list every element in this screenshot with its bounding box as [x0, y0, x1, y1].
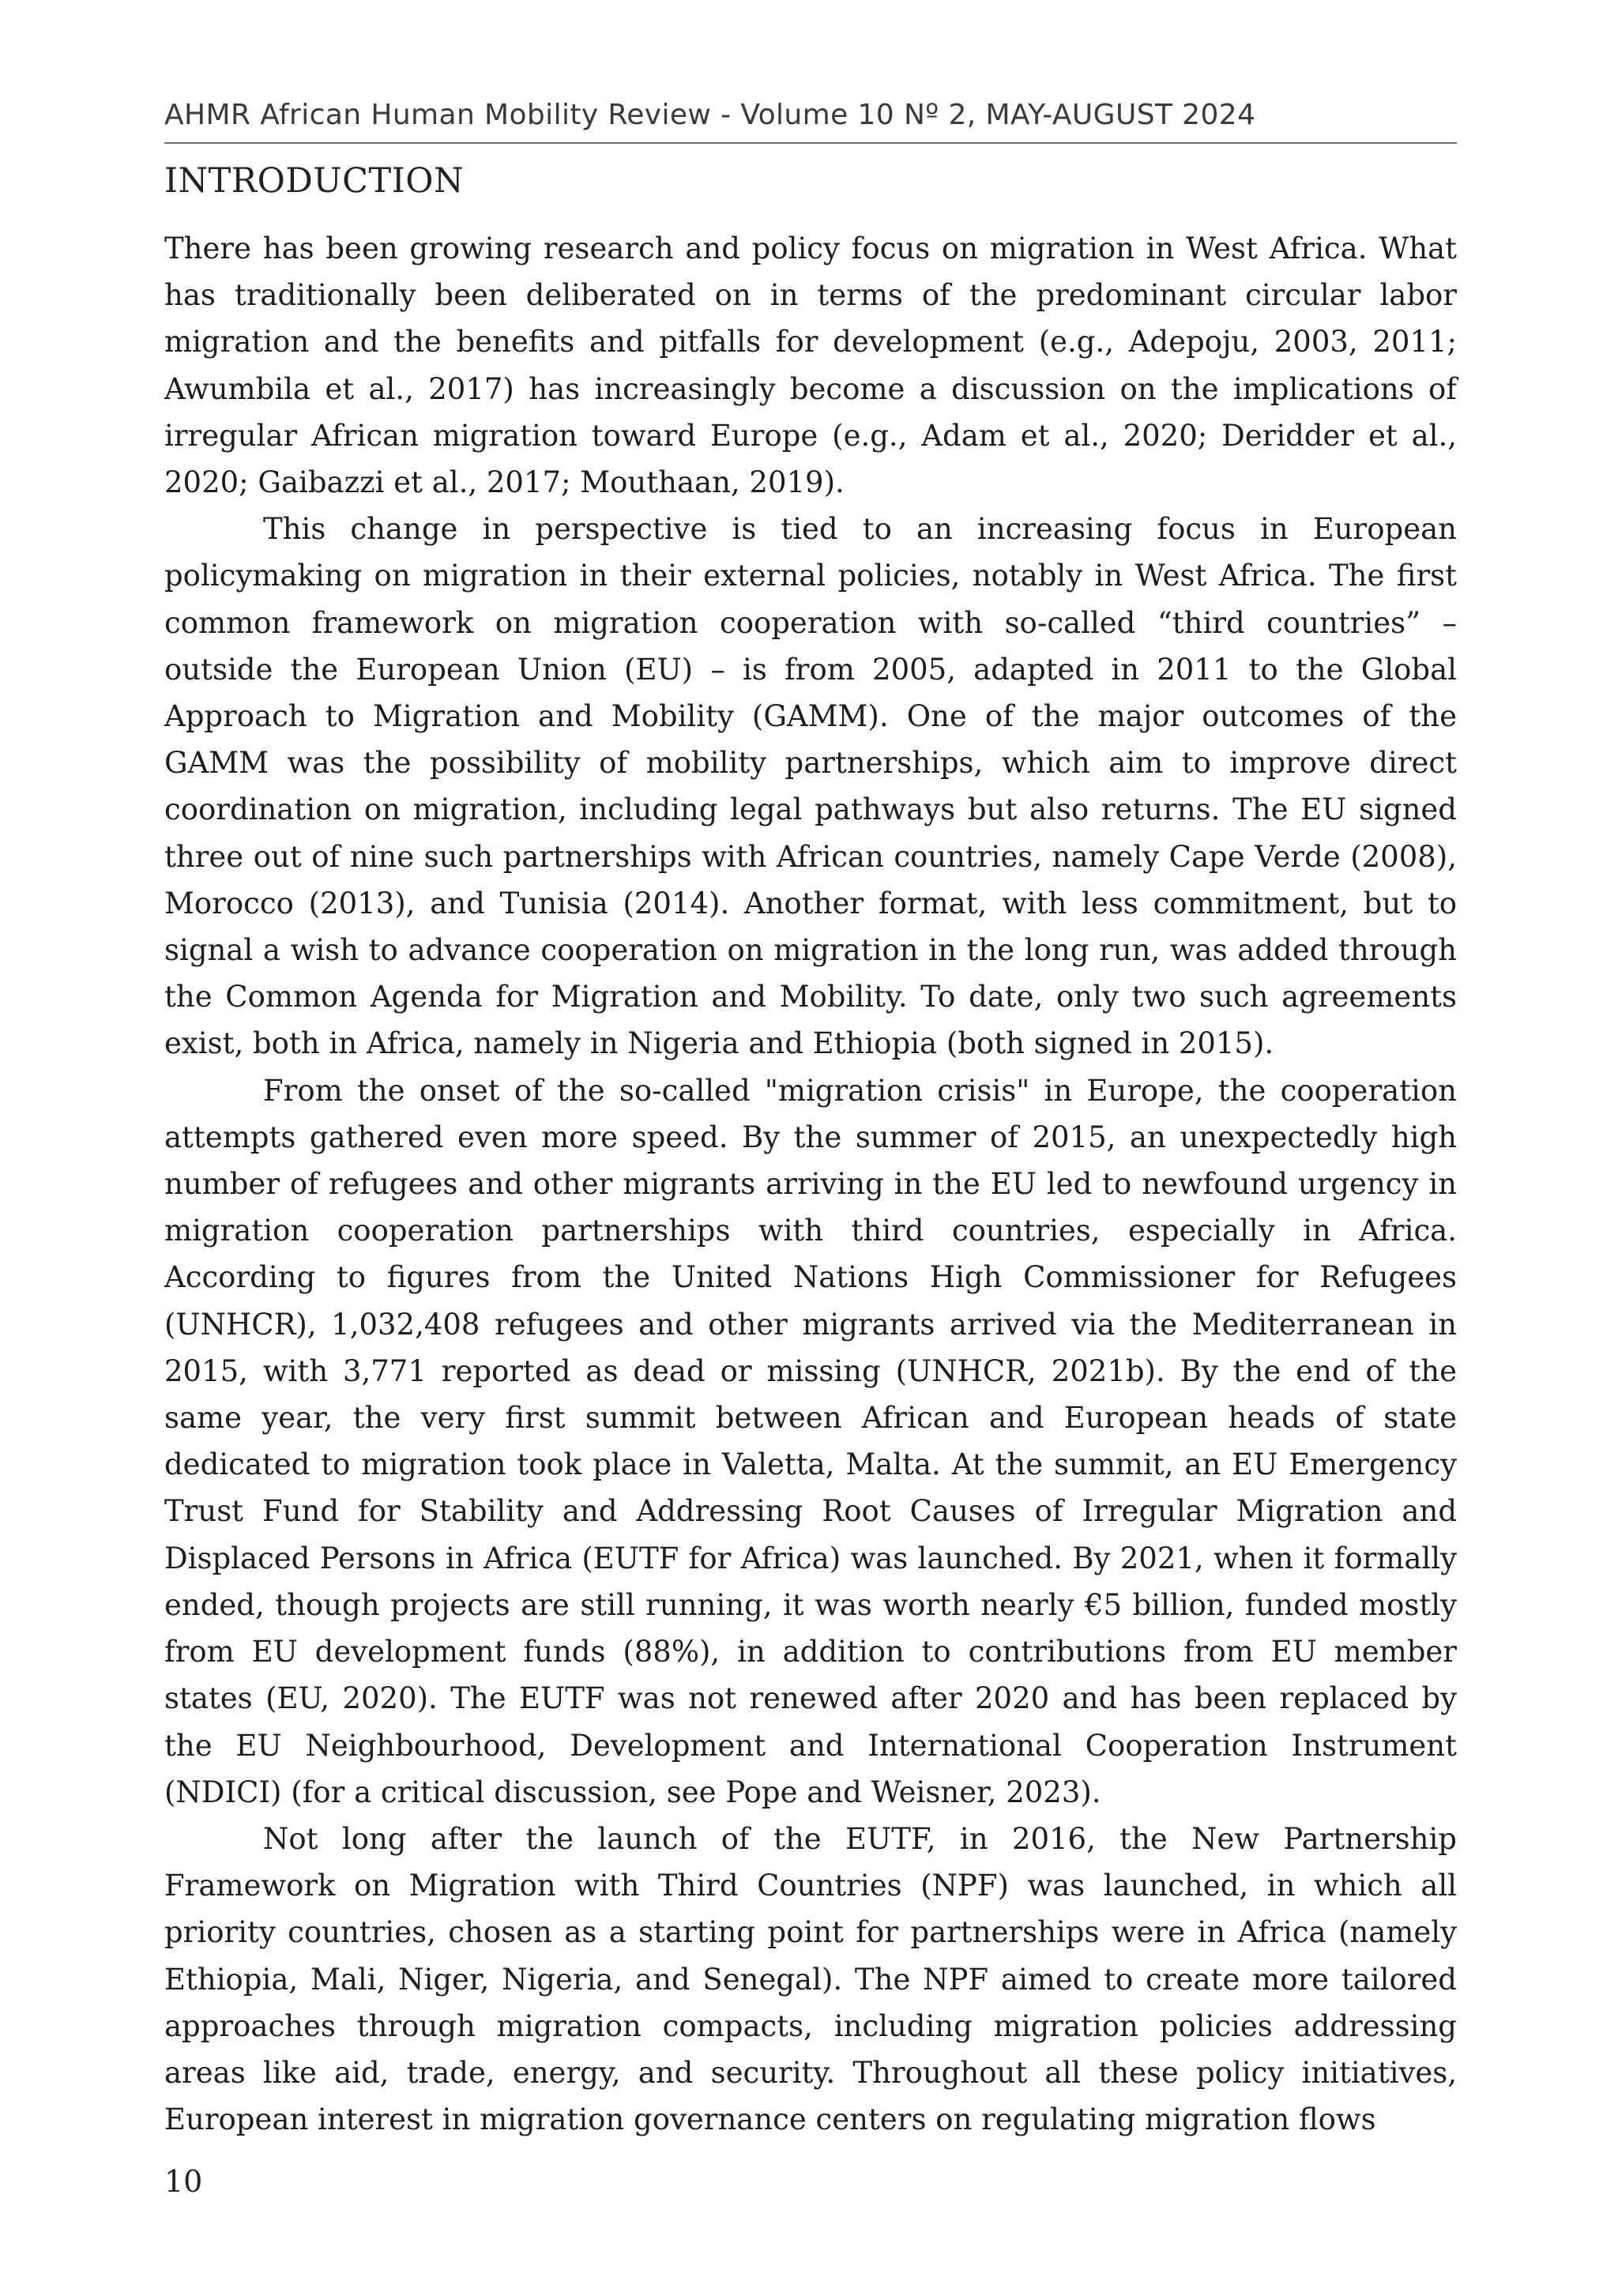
body-text: [164, 225, 1457, 2143]
paragraph-2: This change in perspective is tied to an increasing focus in European policymaking on migration in their external policies, notably in West Africa. The first common framework on migration cooperation with so-called “third countries” – outside the European Union (EU) – is from 2005, adapted in 2011 to the Global Approach to Migration and Mobility (GAMM). One of the major outcomes of the GAMM was the possibility of mobility partnerships, which aim to improve direct coordination on migration, including legal pathways but also returns. The EU signed three out of nine such partnerships with African countries, namely Cape Verde (2008), Morocco (2013), and Tunisia (2014). Another format, with less commitment, but to signal a wish to advance cooperation on migration in the long run, was added through the Common Agenda for Migration and Mobility. To date, only two such agreements exist, both in Africa, namely in Nigeria and Ethiopia (both signed in 2015).: [164, 512, 1457, 1061]
paragraph-3: From the onset of the so-called "migration crisis" in Europe, the cooperation attempts gathered even more speed. By the summer of 2015, an unexpectedly high number of refugees and other migrants arriving in the EU led to newfound urgency in migration cooperation partnerships with third countries, especially in Africa. According to figures from the United Nations High Commissioner for Refugees (UNHCR), 1,032,408 refugees and other migrants arrived via the Mediterranean in 2015, with 3,771 reported as dead or missing (UNHCR, 2021b). By the end of the same year, the very first summit between African and European heads of state dedicated to migration took place in Valetta, Malta. At the summit, an EU Emergency Trust Fund for Stability and Addressing Root Causes of Irregular Migration and Displaced Persons in Africa (EUTF for Africa) was launched. By 2021, when it formally ended, though projects are still running, it was worth nearly €5 billion, funded mostly from EU development funds (88%), in addition to contributions from EU member states (EU, 2020). The EUTF was not renewed after 2020 and has been replaced by the EU Neighbourhood, Development and International Cooperation Instrument (NDICI) (for a critical discussion, see Pope and Weisner, 2023).: [164, 1073, 1457, 1809]
section-heading: INTRODUCTION: [164, 161, 465, 201]
header-divider: [164, 142, 1457, 144]
paragraph-1: There has been growing research and policy focus on migration in West Africa. What has traditionally been deliberated on in terms of the predominant circular labor migration and the benefits and pitfalls for development (e.g., Adepoju, 2003, 2011; Awumbila et al., 2017) has increasingly become a discussion on the implications of irregular African migration toward Europe (e.g., Adam et al., 2020; Deridder et al., 2020; Gaibazzi et al., 2017; Mouthaan, 2019).: [164, 231, 1457, 500]
page-number: 10: [164, 2164, 203, 2199]
paragraph-4: Not long after the launch of the EUTF, in 2016, the New Partnership Framework on Migration with Third Countries (NPF) was launched, in which all priority countries, chosen as a starting point for partnerships were in Africa (namely Ethiopia, Mali, Niger, Nigeria, and Senegal). The NPF aimed to create more tailored approaches through migration compacts, including migration policies addressing areas like aid, trade, energy, and security. Throughout all these policy initiatives, European interest in migration governance centers on regulating migration flows: [164, 1821, 1457, 2137]
running-header: AHMR African Human Mobility Review - Volume 10 Nº 2, MAY-AUGUST 2024: [164, 99, 1256, 131]
